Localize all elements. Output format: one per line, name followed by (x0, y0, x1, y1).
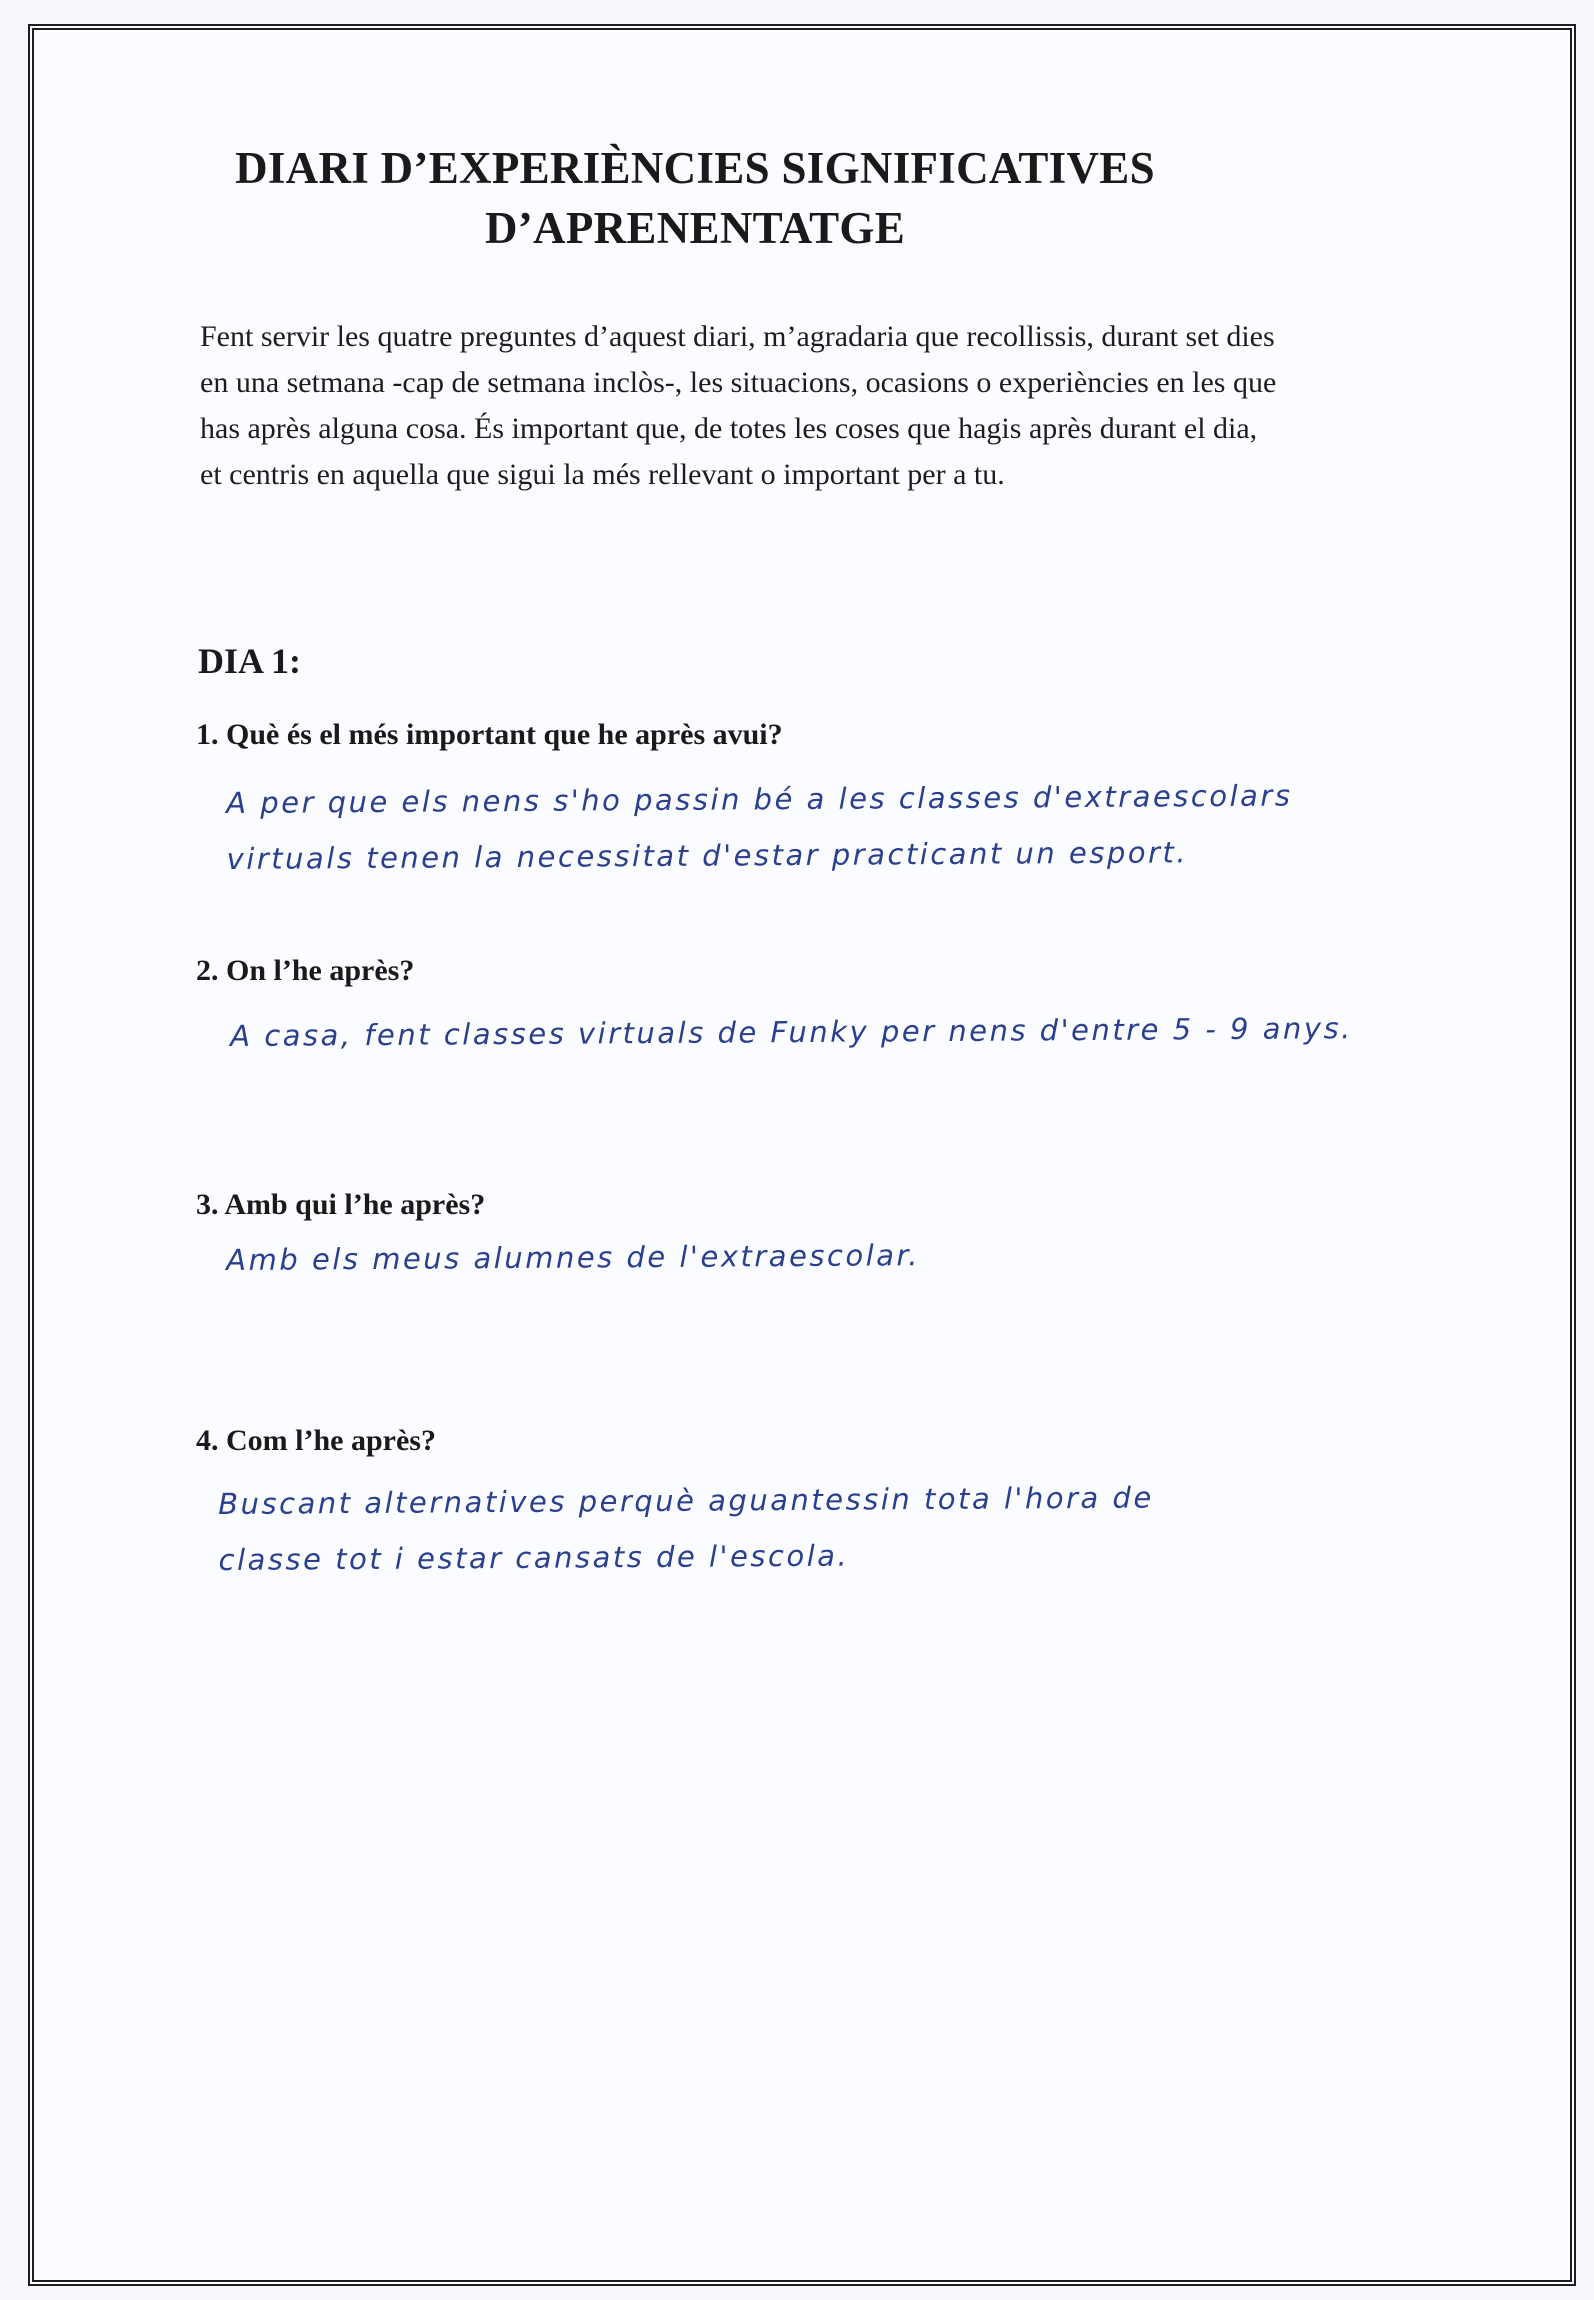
answer-2-line-1: A casa, fent classes virtuals de Funky per nens d'entre 5 - 9 anys. (230, 1011, 1353, 1053)
answer-4-line-2: classe tot i estar cansats de l'escola. (218, 1538, 850, 1577)
question-1-answer (226, 768, 1293, 887)
answer-3-line-1: Amb els meus alumnes de l'extraescolar. (226, 1238, 921, 1277)
answer-1-line-2: virtuals tenen la necessitat d'estar practicant un esport. (226, 835, 1189, 876)
title-line-1: DIARI D’EXPERIÈNCIES SIGNIFICATIVES (235, 143, 1155, 193)
question-4-label: 4. Com l’he après? (196, 1424, 436, 1457)
question-3-answer (226, 1227, 920, 1288)
intro-line-3: has après alguna cosa. És important que, de totes les coses que hagis après durant el dia, (200, 412, 1258, 445)
intro-line-1: Fent servir les quatre preguntes d’aquest diari, m’agradaria que recollissis, durant set dies (200, 320, 1275, 353)
intro-line-2: en una setmana -cap de setmana inclòs-, les situacions, ocasions o experiències en les que (200, 366, 1277, 399)
question-2-answer (230, 1000, 1353, 1064)
question-4-answer (218, 1469, 1154, 1588)
question-3-label: 3. Amb qui l’he après? (196, 1188, 486, 1221)
intro-paragraph (200, 314, 1490, 498)
document-title (120, 138, 1270, 258)
day-heading: DIA 1: (198, 641, 302, 681)
question-1-label: 1. Què és el més important que he après avui? (196, 718, 783, 751)
title-line-2: D’APRENENTATGE (484, 203, 906, 253)
intro-line-4: et centris en aquella que sigui la més rellevant o important per a tu. (200, 458, 1005, 491)
answer-4-line-1: Buscant alternatives perquè aguantessin tota l'hora de (218, 1480, 1154, 1521)
answer-1-line-1: A per que els nens s'ho passin bé a les classes d'extraescolars (226, 778, 1293, 820)
question-2-label: 2. On l’he après? (196, 954, 415, 987)
